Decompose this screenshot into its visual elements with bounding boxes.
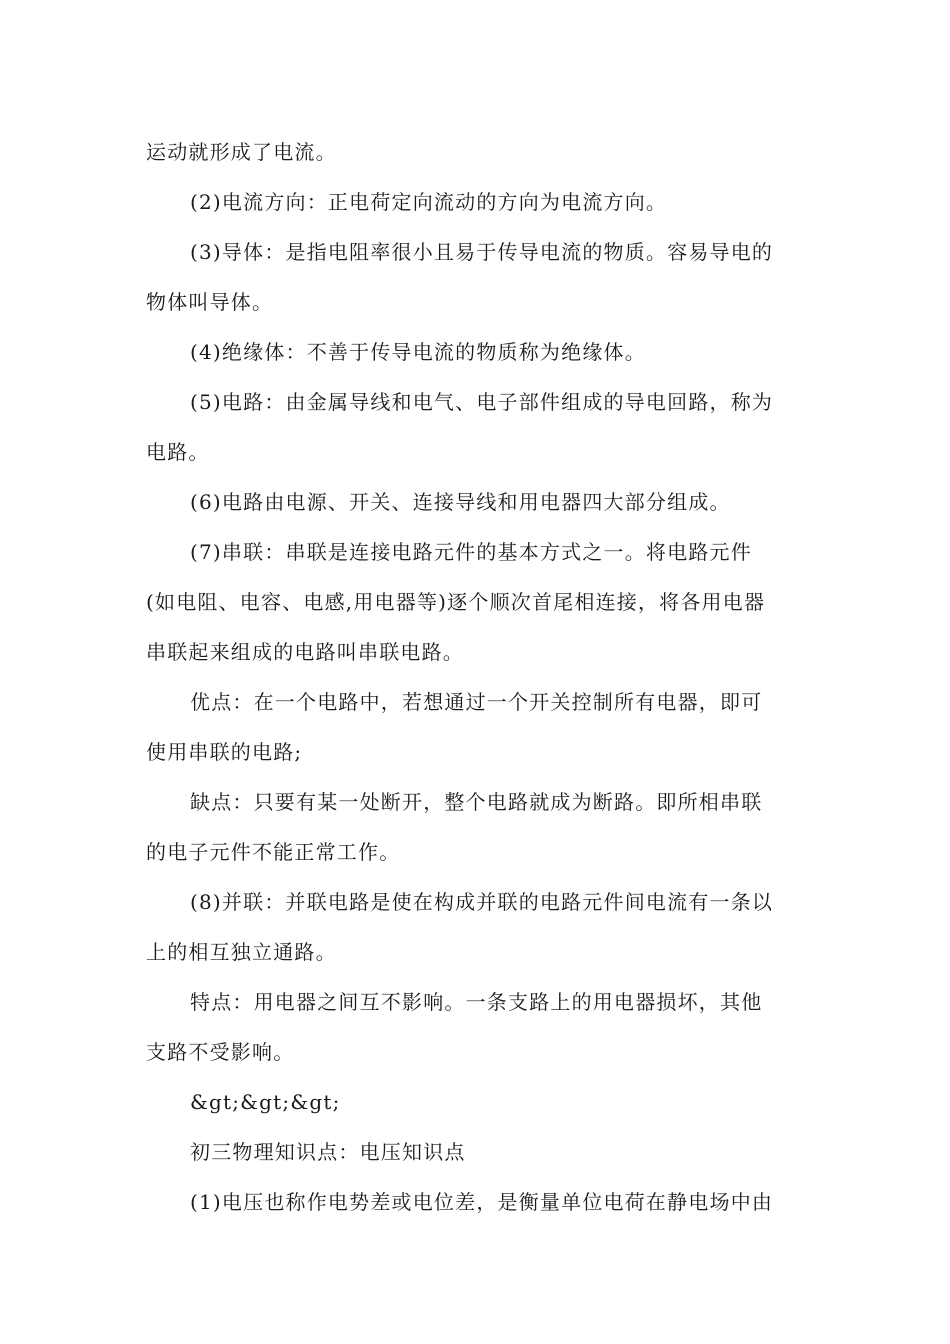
text-line: 物体叫导体。	[146, 290, 274, 314]
text-line: 支路不受影响。	[146, 1040, 295, 1064]
text-line: 运动就形成了电流。	[146, 140, 337, 164]
text-line: 使用串联的电路;	[146, 740, 303, 764]
text-line: 缺点：只要有某一处断开，整个电路就成为断路。即所相串联	[190, 790, 763, 814]
text-line: 电路。	[146, 440, 210, 464]
text-line: &gt;&gt;&gt;	[190, 1090, 341, 1114]
text-line: 上的相互独立通路。	[146, 940, 337, 964]
text-line: 的电子元件不能正常工作。	[146, 840, 401, 864]
section-heading: 初三物理知识点：电压知识点	[190, 1140, 466, 1164]
text-line: (8)并联：并联电路是使在构成并联的电路元件间电流有一条以	[190, 890, 774, 914]
text-line: 特点：用电器之间互不影响。一条支路上的用电器损坏，其他	[190, 990, 763, 1014]
text-line: (如电阻、电容、电感,用电器等)逐个顺次首尾相连接，将各用电器	[146, 590, 766, 614]
text-line: (2)电流方向：正电荷定向流动的方向为电流方向。	[190, 190, 668, 214]
text-line: (6)电路由电源、开关、连接导线和用电器四大部分组成。	[190, 490, 731, 514]
text-line: (1)电压也称作电势差或电位差，是衡量单位电荷在静电场中由	[190, 1190, 774, 1214]
text-line: (4)绝缘体：不善于传导电流的物质称为绝缘体。	[190, 340, 646, 364]
text-line: (5)电路：由金属导线和电气、电子部件组成的导电回路，称为	[190, 390, 774, 414]
text-line: 串联起来组成的电路叫串联电路。	[146, 640, 464, 664]
text-line: (3)导体：是指电阻率很小且易于传导电流的物质。容易导电的	[190, 240, 774, 264]
text-line: 优点：在一个电路中，若想通过一个开关控制所有电器，即可	[190, 690, 763, 714]
text-line: (7)串联：串联是连接电路元件的基本方式之一。将电路元件	[190, 540, 752, 564]
